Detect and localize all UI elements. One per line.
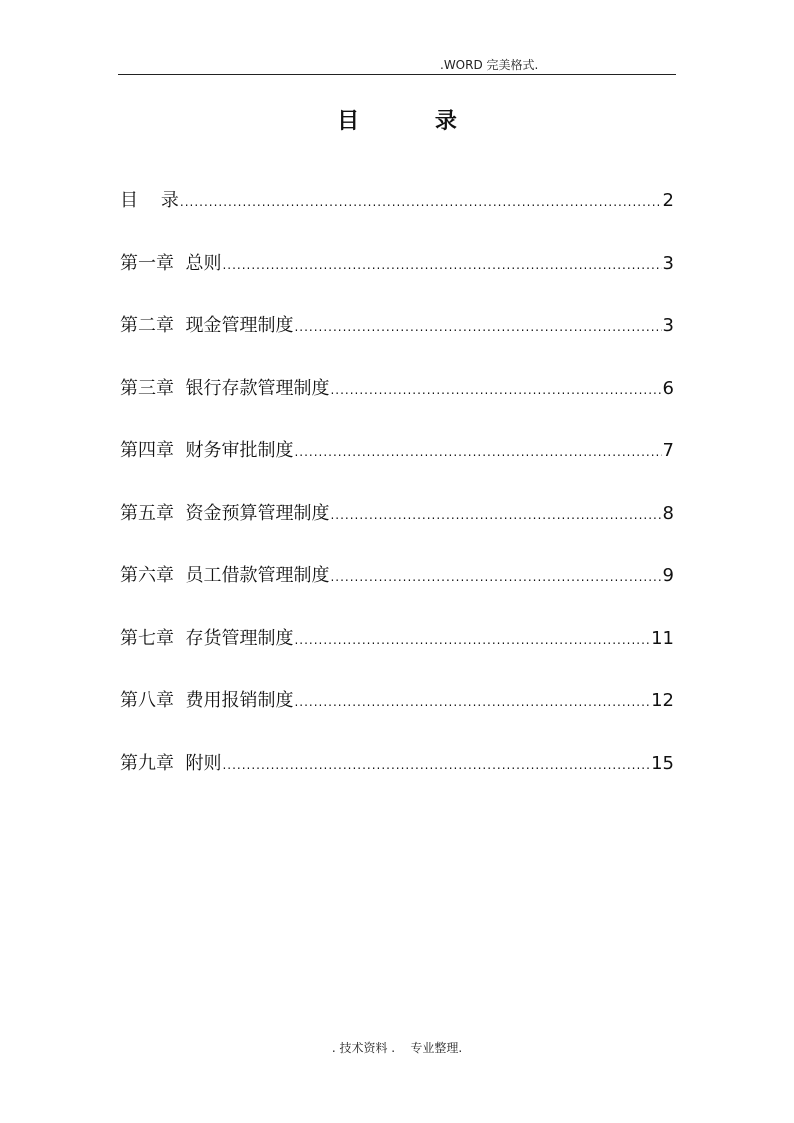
toc-entry[interactable] <box>120 374 674 437</box>
toc-entry-label: 第一章 总则 <box>120 252 222 274</box>
toc-entry-page: 12 <box>651 690 674 711</box>
header-text: .WORD 完美格式. <box>440 58 539 72</box>
toc-entry[interactable] <box>120 249 674 312</box>
toc-entry[interactable] <box>120 686 674 749</box>
toc-dot-leader <box>330 562 661 592</box>
toc-dot-leader <box>180 187 662 217</box>
toc-entry[interactable] <box>120 311 674 374</box>
toc-entry-page: 3 <box>662 252 674 274</box>
toc-entry-label: 第八章 费用报销制度 <box>120 690 294 711</box>
toc-entry-page: 7 <box>662 440 674 461</box>
toc-entry[interactable] <box>120 186 674 249</box>
toc-entry[interactable] <box>120 561 674 624</box>
document-title: 目 录 <box>337 109 491 134</box>
toc-dot-leader <box>330 500 661 530</box>
toc-dot-leader <box>294 312 661 342</box>
toc-entry-page: 15 <box>651 752 674 774</box>
toc-entry[interactable] <box>120 749 674 812</box>
toc-entry-label: 目 录 <box>120 190 179 211</box>
toc-entry-page: 11 <box>651 627 674 649</box>
toc-entry-page: 3 <box>662 315 674 336</box>
toc-entry-label: 第三章 银行存款管理制度 <box>120 377 330 399</box>
toc-entry-label: 第二章 现金管理制度 <box>120 315 294 336</box>
toc-dot-leader <box>222 750 650 780</box>
toc-dot-leader <box>294 437 661 467</box>
table-of-contents <box>120 186 674 811</box>
toc-entry[interactable] <box>120 436 674 499</box>
toc-entry-page: 2 <box>662 190 674 211</box>
header-rule <box>118 74 676 75</box>
toc-entry[interactable] <box>120 624 674 687</box>
toc-entry-label: 第六章 员工借款管理制度 <box>120 565 330 586</box>
toc-dot-leader <box>222 250 661 280</box>
toc-entry-page: 9 <box>662 565 674 586</box>
footer-text: . 技术资料 . 专业整理. <box>331 1041 463 1055</box>
toc-entry-page: 8 <box>662 502 674 524</box>
toc-dot-leader <box>294 625 650 655</box>
toc-dot-leader <box>294 687 650 717</box>
toc-entry-label: 第七章 存货管理制度 <box>120 627 294 649</box>
toc-entry-page: 6 <box>662 377 674 399</box>
toc-entry-label: 第五章 资金预算管理制度 <box>120 502 330 524</box>
toc-entry-label: 第九章 附则 <box>120 752 222 774</box>
toc-entry-label: 第四章 财务审批制度 <box>120 440 294 461</box>
toc-dot-leader <box>330 375 661 405</box>
toc-entry[interactable] <box>120 499 674 562</box>
